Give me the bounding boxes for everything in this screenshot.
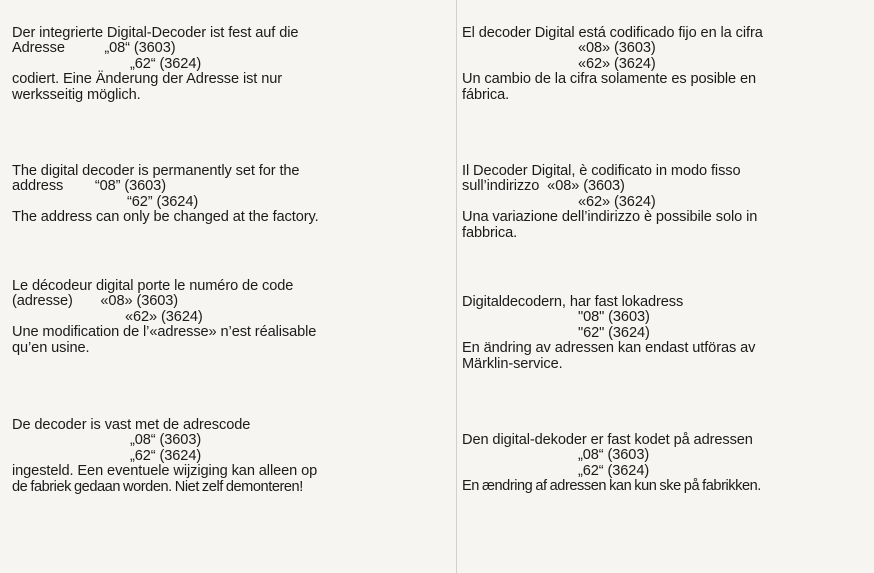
paragraph-german — [12, 26, 298, 103]
text-line: werksseitig möglich. — [12, 86, 141, 103]
text-line: Adresse „08“ (3603) — [12, 40, 176, 57]
text-line: codiert. Eine Änderung der Adresse ist nur — [12, 71, 282, 88]
text-line: de fabriek gedaan worden. Niet zelf demonteren! — [12, 478, 303, 495]
text-line: "62" (3624) — [578, 324, 650, 341]
column-divider — [456, 0, 457, 573]
text-line: ingesteld. Een eventuele wijziging kan alleen op — [12, 463, 318, 480]
text-line: „08“ (3603) — [578, 447, 650, 464]
text-line: fábrica. — [462, 86, 510, 103]
text-line: Der integrierte Digital-Decoder ist fest auf die — [12, 25, 299, 41]
paragraph-english — [12, 164, 319, 226]
text-line: „62“ (3624) — [130, 447, 202, 464]
text-line: fabbrica. — [462, 224, 518, 241]
text-line: qu’en usine. — [12, 339, 90, 356]
text-line: "08" (3603) — [578, 309, 650, 326]
paragraph-dutch — [12, 418, 317, 495]
text-line: „62“ (3624) — [130, 55, 202, 72]
text-line: «62» (3624) — [125, 308, 203, 325]
text-line: Una variazione dell’indirizzo è possibile solo in — [462, 209, 758, 226]
text-line: Le décodeur digital porte le numéro de code — [12, 278, 294, 294]
text-line: Märklin-service. — [462, 355, 563, 372]
text-line: «62» (3624) — [578, 193, 656, 210]
text-line: address “08” (3603) — [12, 178, 166, 195]
text-line: The address can only be changed at the factory. — [12, 209, 319, 226]
text-line: The digital decoder is permanently set for the — [12, 163, 300, 179]
text-line: «62» (3624) — [578, 55, 656, 72]
text-line: De decoder is vast met de adrescode — [12, 417, 251, 433]
text-line: Den digital-dekoder er fast kodet på adressen — [462, 432, 753, 448]
text-line: En ændring af adressen kan kun ske på fabrikken. — [462, 478, 761, 495]
text-line: Une modification de l’«adresse» n’est réalisable — [12, 324, 317, 341]
paragraph-italian — [462, 164, 757, 241]
paragraph-swedish — [462, 295, 755, 372]
text-line: „62“ (3624) — [578, 462, 650, 479]
text-line: sull’indirizzo «08» (3603) — [462, 178, 625, 195]
text-line: El decoder Digital está codificado fijo en la cifra — [462, 25, 763, 41]
text-line: Digitaldecodern, har fast lokadress — [462, 294, 684, 310]
text-line: Un cambio de la cifra solamente es posible en — [462, 71, 757, 88]
paragraph-spanish — [462, 26, 763, 103]
text-line: En ändring av adressen kan endast utföras av — [462, 340, 756, 357]
text-line: «08» (3603) — [578, 40, 656, 57]
text-line: „08“ (3603) — [130, 432, 202, 449]
text-line: Il Decoder Digital, è codificato in modo fisso — [462, 163, 741, 179]
paragraph-danish — [462, 433, 761, 495]
paragraph-french — [12, 279, 316, 356]
text-line: (adresse) «08» (3603) — [12, 293, 179, 310]
text-line: “62” (3624) — [127, 193, 199, 210]
